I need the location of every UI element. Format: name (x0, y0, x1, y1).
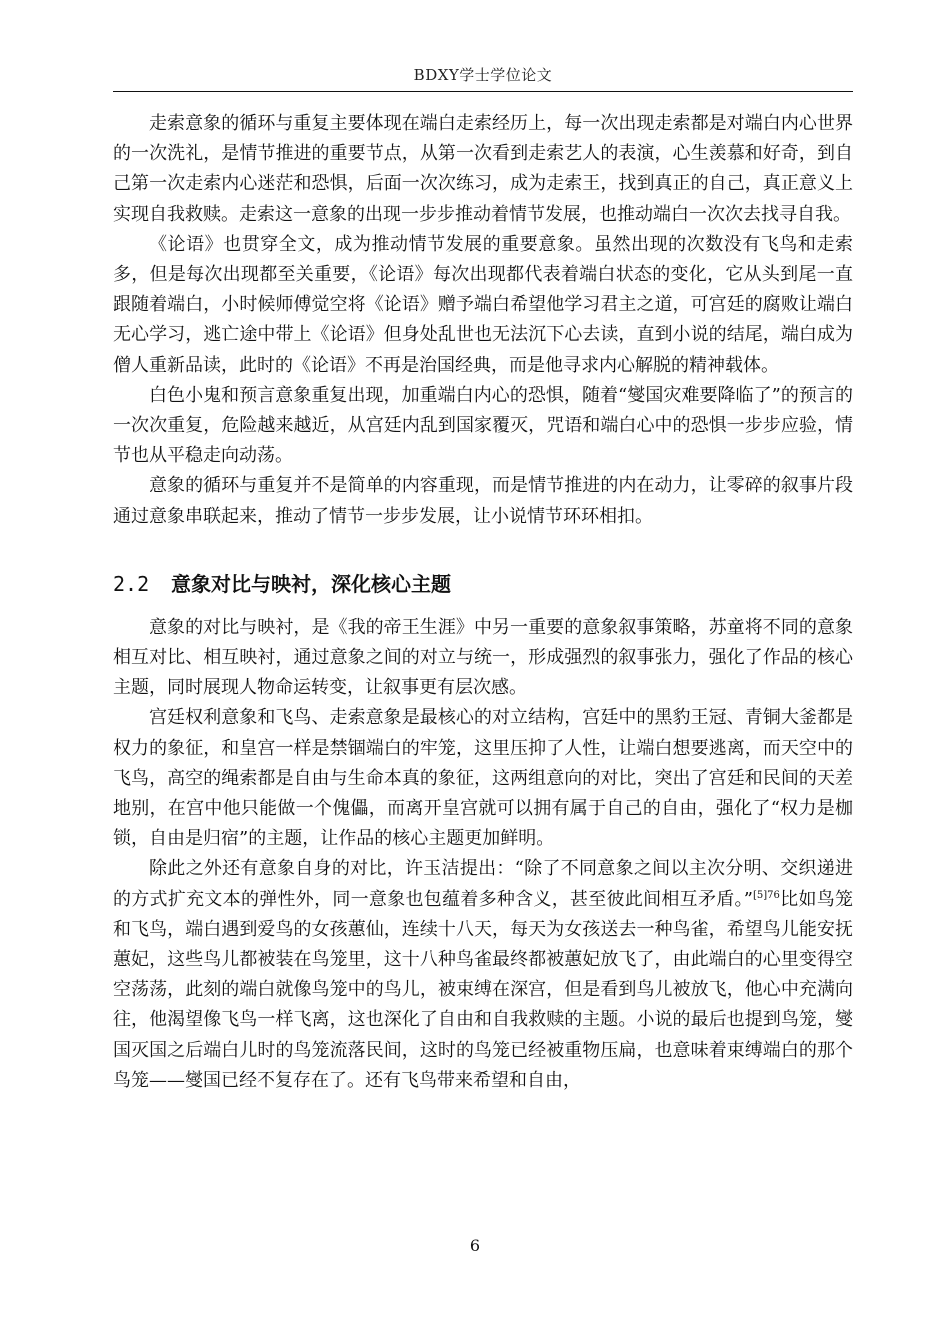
page-body (113, 109, 853, 1096)
paragraph-text: 除此之外还有意象自身的对比，许玉洁提出：“除了不同意象之间以主次分明、交织递进的方式扩充文本的弹性外，同一意象也包蕴着多种含义，甚至彼此间相互矛盾。” (113, 858, 853, 910)
paragraph-text: 比如鸟笼和飞鸟，端白遇到爱鸟的女孩蕙仙，连续十八天，每天为女孩送去一种鸟雀，希望鸟儿能安抚蕙妃，这些鸟儿都被装在鸟笼里，这十八种鸟雀最终都被蕙妃放飞了，由此端白的心里变得空空荡荡，此刻的端白就像鸟笼中的鸟儿，被束缚在深宫，但是看到鸟儿被放飞，他心中充满向往，他渴望像飞鸟一样飞离，这也深化了自由和自我救赎的主题。小说的最后也提到鸟笼，燮国灭国之后端白儿时的鸟笼流落民间，这时的鸟笼已经被重物压扁，也意味着束缚端白的那个鸟笼——燮国已经不复存在了。还有飞鸟带来希望和自由， (113, 888, 854, 1091)
header-rule (113, 91, 853, 92)
section-title: 意象对比与映衬，深化核心主题 (171, 571, 451, 596)
page-number: 6 (469, 1236, 481, 1255)
body-paragraph: 宫廷权利意象和飞鸟、走索意象是最核心的对立结构，宫廷中的黑豹王冠、青铜大釜都是权力的象征，和皇宫一样是禁锢端白的牢笼，这里压抑了人性，让端白想要逃离，而天空中的飞鸟，高空的绳索都是自由与生命本真的象征，这两组意向的对比，突出了宫廷和民间的天差地别，在宫中他只能做一个傀儡，而离开皇宫就可以拥有属于自己的自由，强化了“权力是枷锁，自由是归宿”的主题，让作品的核心主题更加鲜明。 (113, 707, 853, 850)
section-heading (113, 568, 853, 597)
body-paragraph: 白色小鬼和预言意象重复出现，加重端白内心的恐惧，随着“燮国灾难要降临了”的预言的一次次重复，危险越来越近，从宫廷内乱到国家覆灭，咒语和端白心中的恐惧一步步应验，情节也从平稳走向动荡。 (113, 384, 853, 467)
body-paragraph: 走索意象的循环与重复主要体现在端白走索经历上，每一次出现走索都是对端白内心世界的一次洗礼，是情节推进的重要节点，从第一次看到走索艺人的表演，心生羡慕和好奇，到自己第一次走索内心迷茫和恐惧，后面一次次练习，成为走索王，找到真正的自己，真正意义上实现自我救赎。走索这一意象的出现一步步推动着情节发展，也推动端白一次次去找寻自我。 (113, 113, 853, 225)
body-paragraph: 意象的对比与映衬，是《我的帝王生涯》中另一重要的意象叙事策略，苏童将不同的意象相互对比、相互映衬，通过意象之间的对立与统一，形成强烈的叙事张力，强化了作品的核心主题，同时展现人物命运转变，让叙事更有层次感。 (113, 616, 853, 699)
body-paragraph (113, 854, 853, 1096)
body-paragraph: 《论语》也贯穿全文，成为推动情节发展的重要意象。虽然出现的次数没有飞鸟和走索多，但是每次出现都至关重要，《论语》每次出现都代表着端白状态的变化，它从头到尾一直跟随着端白，小时候师傅觉空将《论语》赠予端白希望他学习君主之道，可宫廷的腐败让端白无心学习，逃亡途中带上《论语》但身处乱世也无法沉下心去读，直到小说的结尾，端白成为僧人重新品读，此时的《论语》不再是治国经典，而是他寻求内心解脱的精神载体。 (113, 233, 853, 376)
body-paragraph: 意象的循环与重复并不是简单的内容重现，而是情节推进的内在动力，让零碎的叙事片段通过意象串联起来，推动了情节一步步发展，让小说情节环环相扣。 (113, 475, 853, 527)
running-header: BDXY学士学位论文 (413, 66, 553, 84)
citation-reference[interactable]: [5]76 (753, 889, 780, 901)
section-number: 2.2 (113, 571, 150, 596)
